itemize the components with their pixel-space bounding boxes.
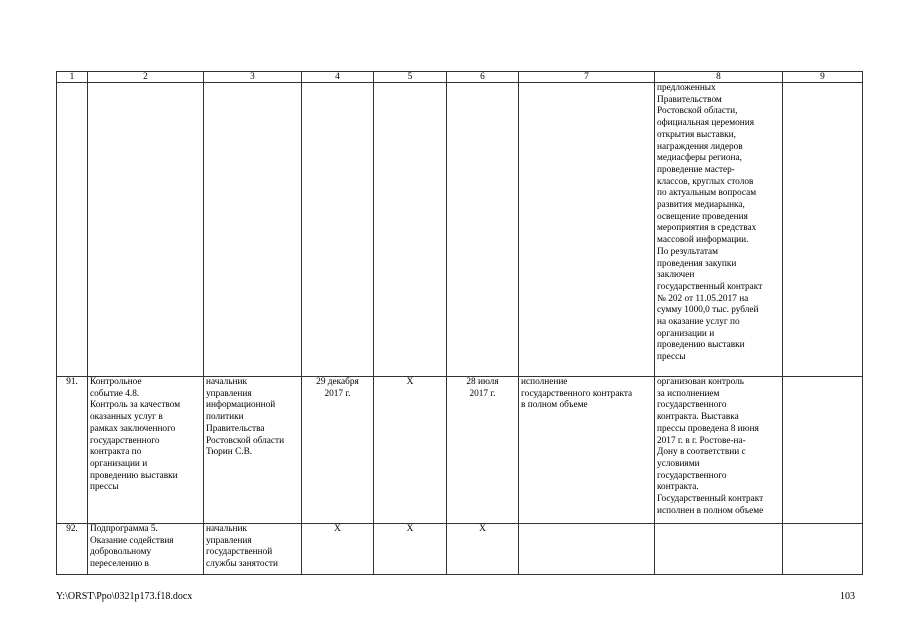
cell-expected-result — [519, 83, 655, 377]
cell-notes — [783, 83, 863, 377]
cell-planned-date: 29 декабря 2017 г. — [302, 377, 374, 524]
cell-results: организован контроль за исполнением государственного контракта. Выставка прессы проведена 8 июня 2017 г. в г. Ростове-на- Дону в соответствии с условиями государственного контракта. Государственный контракт исполнен в полном объеме — [655, 377, 783, 524]
cell-responsible — [204, 83, 302, 377]
cell-col5: Х — [374, 377, 447, 524]
column-number-row — [57, 72, 863, 83]
column-number: 9 — [783, 72, 863, 83]
column-number: 7 — [519, 72, 655, 83]
table-row-continuation — [57, 83, 863, 377]
cell-planned-date — [302, 83, 374, 377]
cell-planned-date: Х — [302, 524, 374, 575]
table-row — [57, 524, 863, 575]
column-number: 8 — [655, 72, 783, 83]
cell-actual-date: 28 июля 2017 г. — [447, 377, 519, 524]
column-number: 1 — [57, 72, 88, 83]
cell-actual-date: Х — [447, 524, 519, 575]
cell-results — [655, 524, 783, 575]
page-number: 103 — [840, 591, 855, 602]
column-number: 4 — [302, 72, 374, 83]
column-number: 6 — [447, 72, 519, 83]
cell-col5 — [374, 83, 447, 377]
cell-event: Контрольное событие 4.8. Контроль за качеством оказанных услуг в рамках заключенного государственного контракта по организации и проведению выставки прессы — [88, 377, 204, 524]
cell-expected-result: исполнение государственного контракта в полном объеме — [519, 377, 655, 524]
cell-event: Подпрограмма 5. Оказание содействия добровольному переселению в — [88, 524, 204, 575]
table-row — [57, 377, 863, 524]
cell-notes — [783, 377, 863, 524]
cell-responsible: начальник управления государственной службы занятости — [204, 524, 302, 575]
column-number: 2 — [88, 72, 204, 83]
column-number: 3 — [204, 72, 302, 83]
cell-number: 92. — [57, 524, 88, 575]
cell-responsible: начальник управления информационной политики Правительства Ростовской области Тюрин С.В. — [204, 377, 302, 524]
cell-expected-result — [519, 524, 655, 575]
cell-number: 91. — [57, 377, 88, 524]
column-number: 5 — [374, 72, 447, 83]
cell-event — [88, 83, 204, 377]
cell-col5: Х — [374, 524, 447, 575]
cell-results: предложенных Правительством Ростовской области, официальная церемония открытия выставки, награждения лидеров медиасферы региона, проведение мастер- классов, круглых столов по актуальным вопросам развития медиарынка, освещение проведения мероприятия в средствах массовой информации. По результатам проведения закупки заключен государственный контракт № 202 от 11.05.2017 на сумму 1000,0 тыс. рублей на оказание услуг по организации и проведению выставки прессы — [655, 83, 783, 377]
cell-number — [57, 83, 88, 377]
file-path: Y:\ORST\Ppo\0321p173.f18.docx — [56, 591, 193, 602]
program-table — [56, 71, 863, 575]
cell-notes — [783, 524, 863, 575]
cell-actual-date — [447, 83, 519, 377]
